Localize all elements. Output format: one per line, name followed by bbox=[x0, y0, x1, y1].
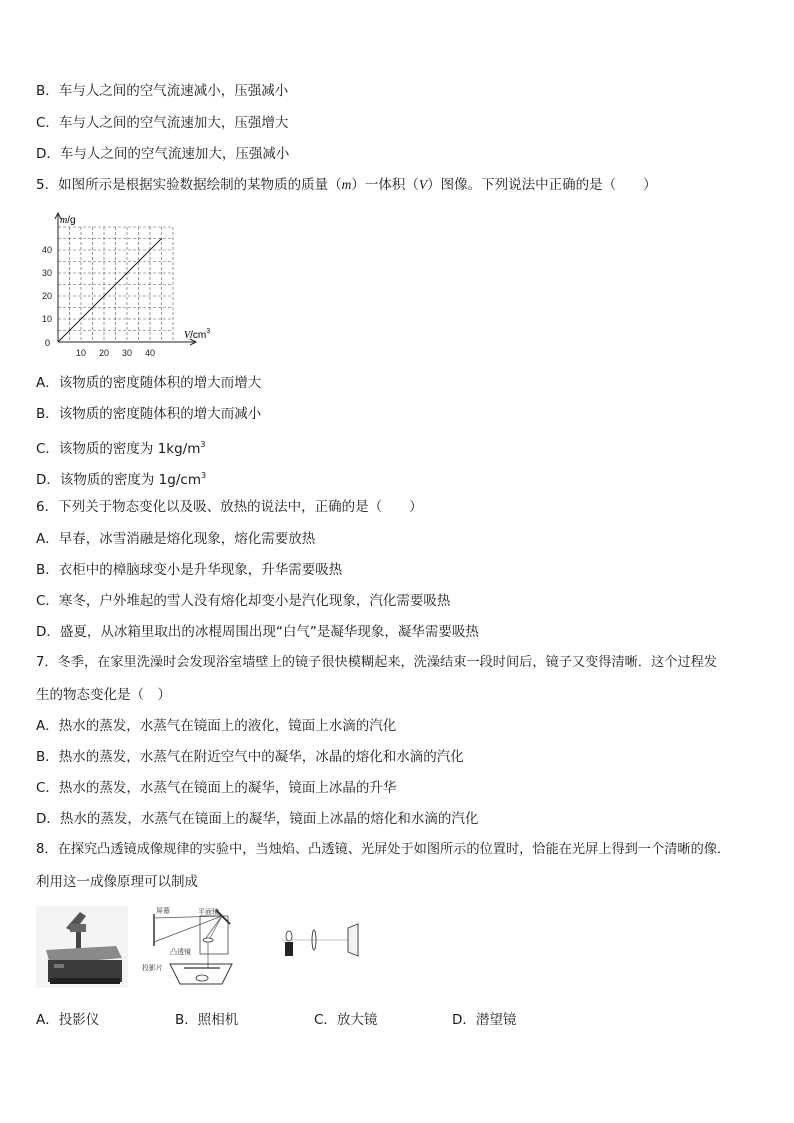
projector-principle-diagram bbox=[140, 906, 240, 988]
q8-option-c: C．放大镜 bbox=[314, 1012, 378, 1028]
q5-option-b: B．该物质的密度随体积的增大而减小 bbox=[36, 406, 262, 422]
q5-stem: 5．如图所示是根据实验数据绘制的某物质的质量（m）一体积（V）图像。下列说法中正确的是（ ） bbox=[36, 177, 657, 193]
q8-stem-line2: 利用这一成像原理可以制成 bbox=[36, 874, 198, 890]
q8-stem-line1: 8．在探究凸透镜成像规律的实验中，当烛焰、凸透镜、光屏处于如图所示的位置时，恰能在光屏上得到一个清晰的像． bbox=[36, 842, 731, 857]
q4-option-d: D．车与人之间的空气流速加大，压强减小 bbox=[36, 146, 290, 162]
y-tick-label: 30 bbox=[41, 268, 52, 278]
q7-option-b: B．热水的蒸发，水蒸气在附近空气中的凝华，冰晶的熔化和水滴的汽化 bbox=[36, 749, 464, 765]
slide-label: 投影片 bbox=[142, 965, 163, 972]
q7-option-d: D．热水的蒸发，水蒸气在镜面上的凝华，镜面上冰晶的熔化和水滴的汽化 bbox=[36, 811, 479, 827]
q4-option-b: B．车与人之间的空气流速减小，压强减小 bbox=[36, 83, 289, 99]
y-axis-label: m/g bbox=[60, 215, 76, 226]
chart-axes bbox=[55, 213, 196, 345]
q5-option-d: D．该物质的密度为 $1g/cm^3$ bbox=[36, 471, 207, 488]
y-tick-label: 40 bbox=[41, 245, 52, 255]
lens-label: 凸透镜 bbox=[170, 949, 191, 956]
y-tick-label: 10 bbox=[41, 314, 52, 324]
x-tick-label: 40 bbox=[144, 348, 156, 358]
q6-option-a: A．早春，冰雪消融是熔化现象，熔化需要放热 bbox=[36, 531, 316, 547]
mass-volume-chart bbox=[36, 210, 226, 360]
mirror-label: 平面镜 bbox=[198, 909, 219, 916]
q6-option-b: B．衣柜中的樟脑球变小是升华现象，升华需要吸热 bbox=[36, 562, 343, 578]
x-tick-label: 30 bbox=[121, 348, 133, 358]
q7-stem-line1: 7．冬季，在家里洗澡时会发现浴室墙壁上的镜子很快模糊起来，洗澡结束一段时间后，镜子又变得清晰．这个过程发 bbox=[36, 655, 717, 670]
series-line bbox=[58, 239, 162, 343]
q7-option-a: A．热水的蒸发，水蒸气在镜面上的液化，镜面上水滴的汽化 bbox=[36, 718, 397, 734]
origin-label: 0 bbox=[45, 338, 51, 348]
q7-stem-line2: 生的物态变化是（ ） bbox=[36, 687, 171, 703]
q4-option-c: C．车与人之间的空气流速加大，压强增大 bbox=[36, 115, 289, 131]
x-tick-label: 10 bbox=[75, 348, 87, 358]
screen-label: 屏幕 bbox=[156, 908, 170, 915]
y-tick-label: 20 bbox=[41, 291, 52, 301]
q8-option-a: A．投影仪 bbox=[36, 1012, 100, 1028]
q7-option-c: C．热水的蒸发，水蒸气在镜面上的凝华，镜面上冰晶的升华 bbox=[36, 780, 397, 796]
x-axis-label: $V/cm^3$ bbox=[184, 328, 211, 341]
q6-option-d: D．盛夏，从冰箱里取出的冰棍周围出现“白气”是凝华现象，凝华需要吸热 bbox=[36, 624, 479, 640]
chart-series bbox=[58, 239, 162, 343]
q8-option-d: D．潜望镜 bbox=[452, 1012, 517, 1028]
projector-photo bbox=[36, 906, 128, 988]
q8-option-b: B．照相机 bbox=[175, 1012, 239, 1028]
q6-stem: 6．下列关于物态变化以及吸、放热的说法中，正确的是（ ） bbox=[36, 499, 423, 515]
q5-option-c: C．该物质的密度为 $1kg/m^3$ bbox=[36, 440, 206, 457]
candle-lens-screen-diagram bbox=[278, 916, 368, 966]
q5-option-a: A．该物质的密度随体积的增大而增大 bbox=[36, 375, 262, 391]
x-tick-label: 20 bbox=[98, 348, 110, 358]
q6-option-c: C．寒冬，户外堆起的雪人没有熔化却变小是汽化现象，汽化需要吸热 bbox=[36, 593, 451, 609]
